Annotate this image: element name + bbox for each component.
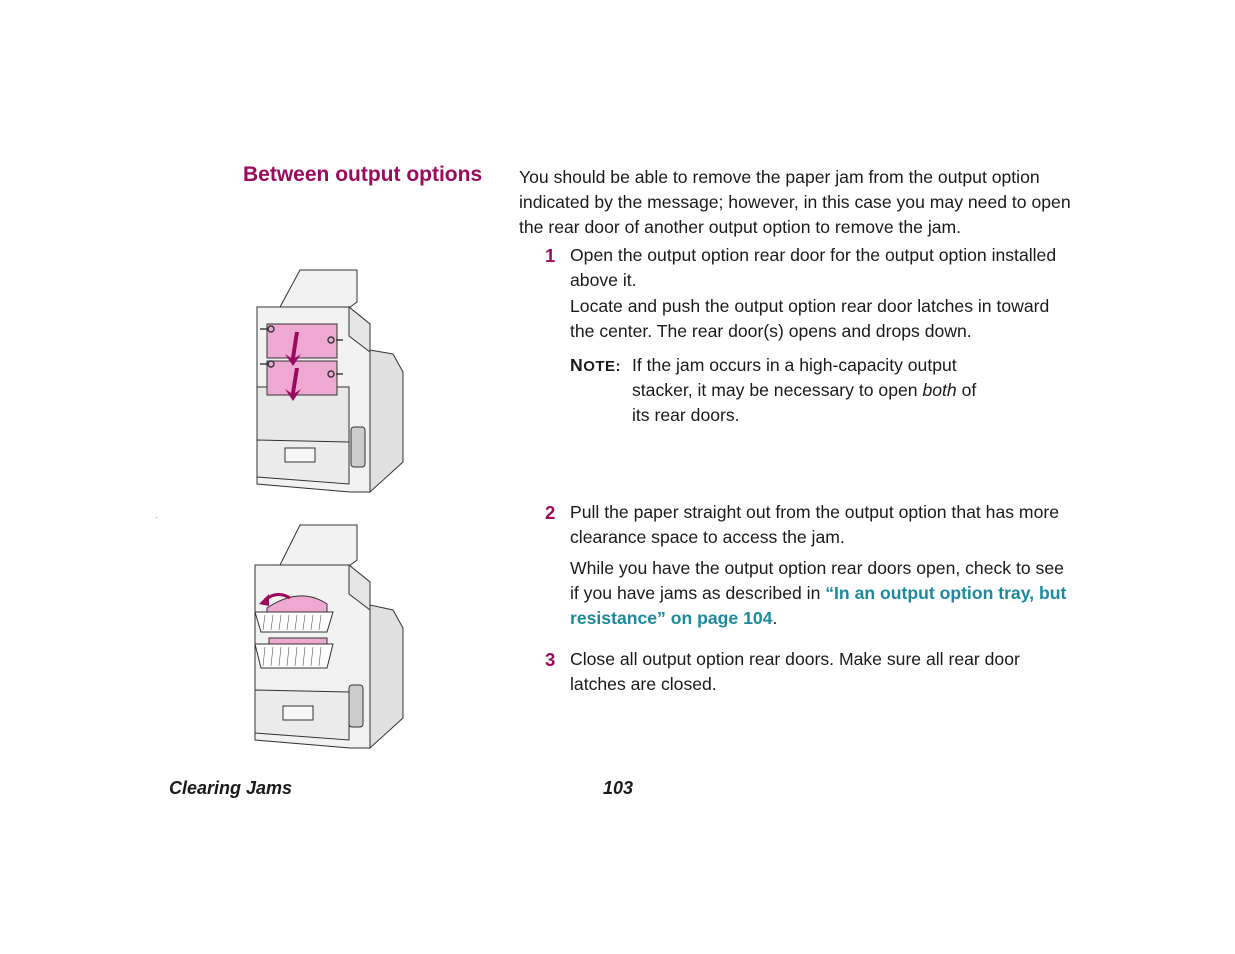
printer-rear-doors-latch-illustration (245, 262, 410, 494)
note-label: NOTE: (570, 355, 622, 375)
emphasis: both (922, 380, 957, 400)
section-heading: Between output options (243, 163, 483, 186)
page-number: 103 (603, 778, 634, 798)
step-text: Open the output option rear door for the output option installed above it. (570, 245, 1057, 290)
printer-paper-pull-illustration (245, 520, 410, 752)
note-block (570, 353, 1040, 428)
step-2 (545, 500, 1075, 632)
step-number: 3 (545, 649, 556, 670)
footer-chapter-title: Clearing Jams (169, 778, 293, 798)
step-3 (545, 647, 1075, 698)
cross-reference-link[interactable]: “In an output option tray, but resistance” on page 104 (570, 583, 1067, 628)
stray-mark (156, 517, 157, 518)
step-1 (545, 243, 1075, 345)
note-text: If the jam occurs in a high-capacity output stacker, it may be necessary to open both of its rear doors. (632, 355, 977, 425)
intro-paragraph: You should be able to remove the paper jam from the output option indicated by the message; however, in this case you may need to open the rear door of another output option to remove the jam. (519, 167, 1071, 237)
step-number: 1 (545, 245, 556, 266)
step-text: While you have the output option rear doors open, check to see if you have jams as described in “In an output option tray, but resistance” on page 104. (570, 558, 1067, 628)
step-number: 2 (545, 502, 556, 523)
step-text: Locate and push the output option rear door latches in toward the center. The rear door(s) opens and drops down. (570, 296, 1050, 341)
step-text: Pull the paper straight out from the output option that has more clearance space to access the jam. (570, 502, 1060, 547)
step-text: Close all output option rear doors. Make sure all rear door latches are closed. (570, 649, 1020, 694)
